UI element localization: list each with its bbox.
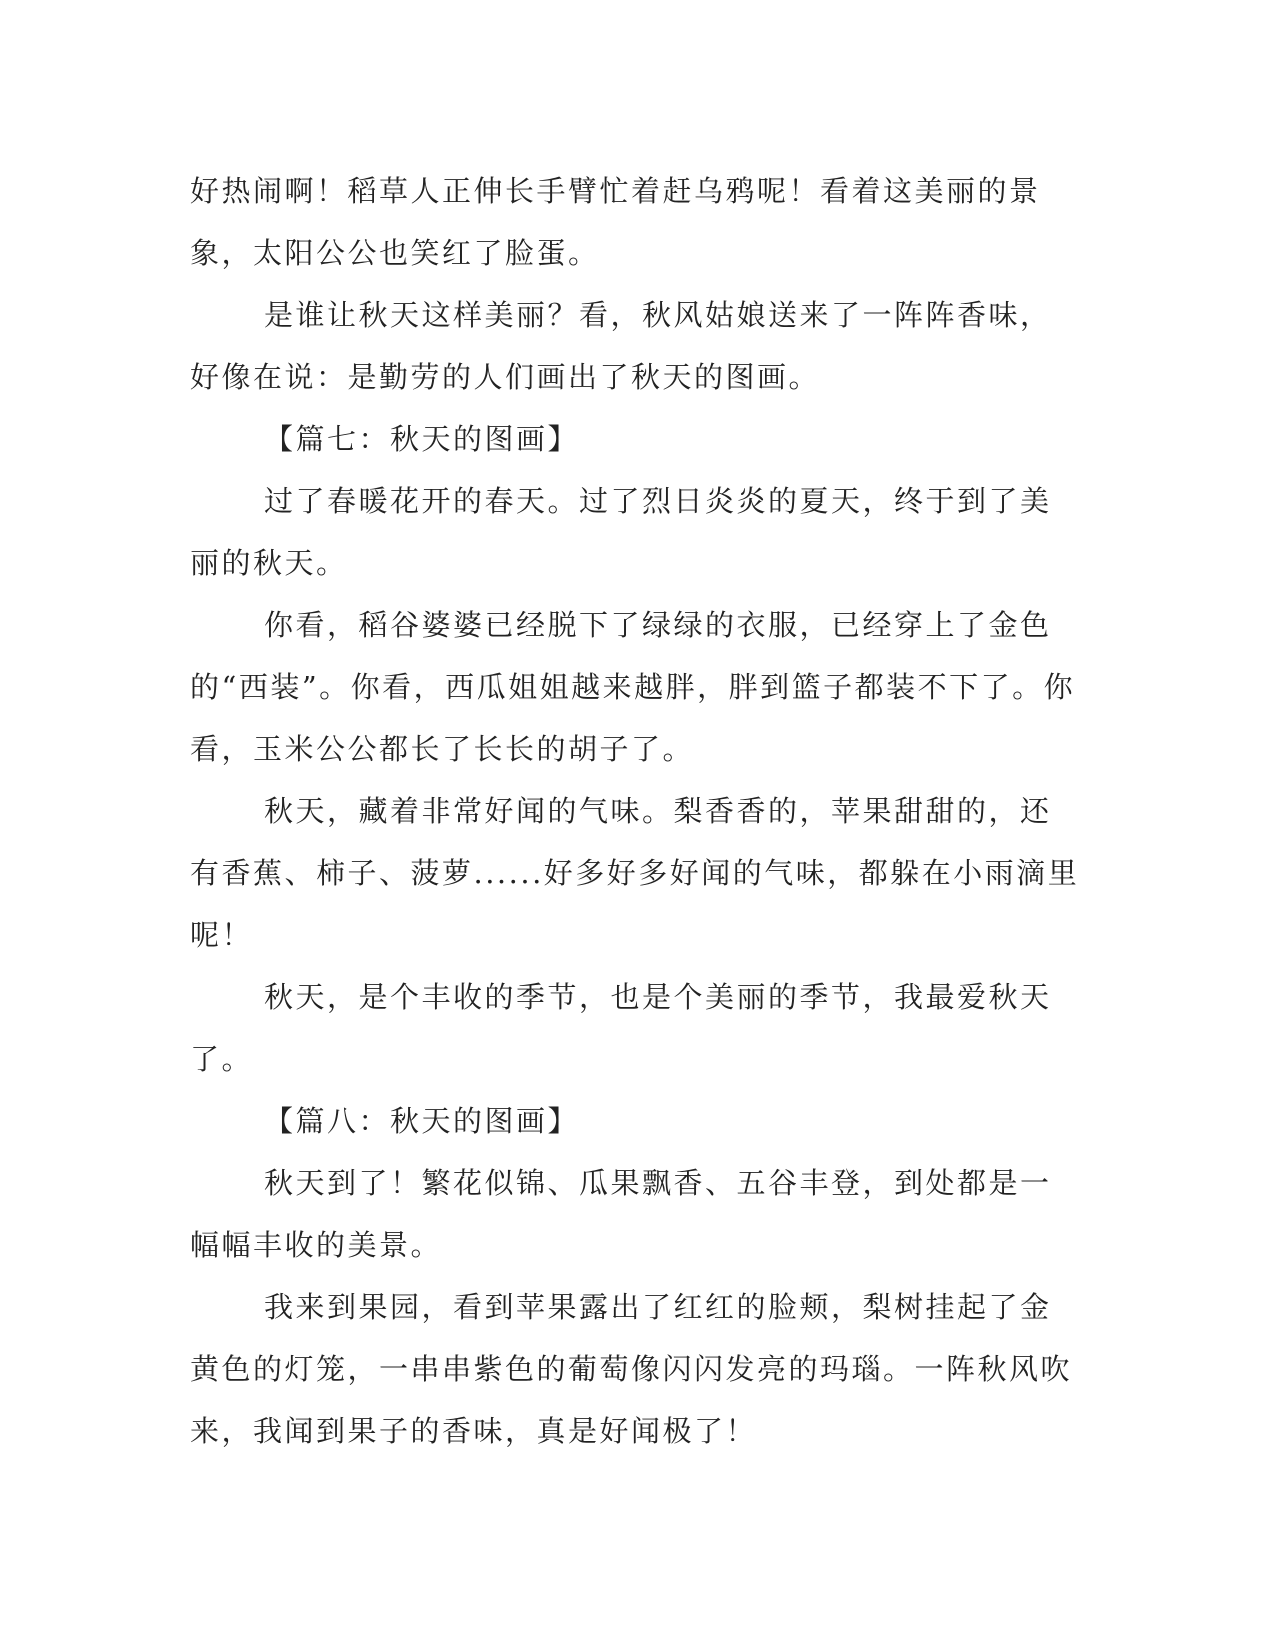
- paragraph-3: 过了春暖花开的春天。过了烈日炎炎的夏天，终于到了美丽的秋天。: [190, 484, 1052, 580]
- paragraph-8: 我来到果园，看到苹果露出了红红的脸颊，梨树挂起了金黄色的灯笼，一串串紫色的葡萄像闪闪发亮的玛瑙。一阵秋风吹来，我闻到果子的香味，真是好闻极了！: [190, 1290, 1073, 1448]
- paragraph-2: 是谁让秋天这样美丽？看，秋风姑娘送来了一阵阵香味，好像在说：是勤劳的人们画出了秋天的图画。: [190, 298, 1052, 394]
- paragraph-4: 你看，稻谷婆婆已经脱下了绿绿的衣服，已经穿上了金色的“西装”。你看，西瓜姐姐越来越胖，胖到篮子都装不下了。你看，玉米公公都长了长长的胡子了。: [190, 608, 1076, 766]
- paragraph-5: 秋天，藏着非常好闻的气味。梨香香的，苹果甜甜的，还有香蕉、柿子、菠萝......好多好多好闻的气味，都躲在小雨滴里呢！: [190, 794, 1080, 952]
- section-heading-7: 【篇七：秋天的图画】: [264, 422, 580, 456]
- paragraph-7: 秋天到了！繁花似锦、瓜果飘香、五谷丰登，到处都是一幅幅丰收的美景。: [190, 1166, 1052, 1262]
- paragraph-6: 秋天，是个丰收的季节，也是个美丽的季节，我最爱秋天了。: [190, 980, 1052, 1076]
- paragraph-1: 好热闹啊！稻草人正伸长手臂忙着赶乌鸦呢！看着这美丽的景象，太阳公公也笑红了脸蛋。: [190, 174, 1041, 270]
- document-body: [190, 160, 1080, 1462]
- section-heading-8: 【篇八：秋天的图画】: [264, 1104, 580, 1138]
